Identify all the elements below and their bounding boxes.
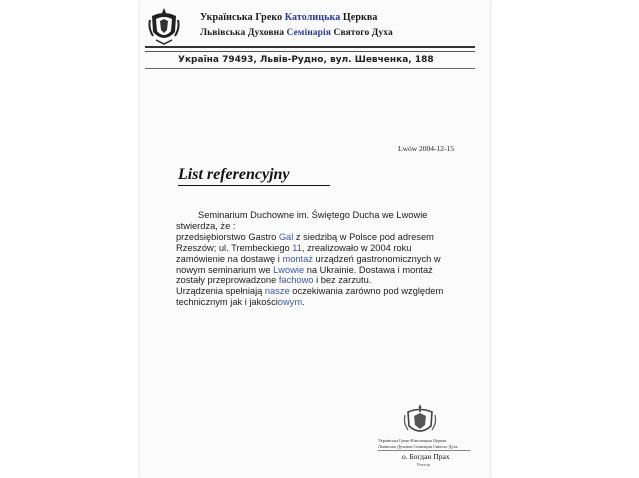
body-text-segment: przedsiębiorstwo Gastro xyxy=(176,231,279,242)
body-text-segment: na Ukrainie. Dostawa i montaż xyxy=(304,264,433,275)
body-text-segment: zostały przeprowadzone xyxy=(176,275,279,286)
letterhead-line-2 xyxy=(200,28,393,38)
letterhead-divider xyxy=(145,46,475,48)
stamp-line-1: Українська Греко-Католицька Церква xyxy=(378,438,447,443)
signature-line xyxy=(378,450,470,451)
body-line xyxy=(176,265,476,276)
body-text-segment: Urządzenia spełniają xyxy=(176,286,265,297)
body-text-segment: , zrealizowało w 2004 roku xyxy=(301,242,412,253)
body-line xyxy=(176,221,476,232)
body-line xyxy=(176,297,476,308)
signer-name: о. Богдан Прах xyxy=(402,452,450,461)
stamp-line-2: Львівська Духовна Семінарія Святого Духа xyxy=(378,444,458,449)
body-highlight-text: Lwowie xyxy=(273,264,305,275)
body-line xyxy=(176,210,476,221)
letter-date: Lwów 2004-12-15 xyxy=(398,144,455,153)
body-text-segment: i bez zarzutu. xyxy=(313,275,372,286)
seal-icon xyxy=(402,402,438,438)
body-text-segment: technicznym jak i jakości xyxy=(176,297,278,308)
body-line xyxy=(176,286,476,297)
body-highlight-text: owym xyxy=(277,297,303,308)
body-text-segment: nowym seminarium we xyxy=(176,264,274,275)
body-highlight-text: Gal xyxy=(278,231,294,242)
body-text-segment: urządzeń gastronomicznych w xyxy=(312,253,441,264)
church-crest-icon xyxy=(148,6,180,46)
signer-role: Ректор xyxy=(417,462,430,467)
title-underline xyxy=(178,185,330,186)
letterhead-text: Церква xyxy=(340,12,378,23)
letterhead-text: Українська Греко xyxy=(200,12,285,23)
body-text-segment: z siedzibą w Polsce pod adresem xyxy=(293,231,434,242)
letterhead-line-1 xyxy=(200,12,377,23)
body-text-segment: oczekiwania zarówno pod względem xyxy=(289,286,444,297)
letterhead-address: Україна 79493, Львів-Рудно, вул. Шевченка, 188 xyxy=(178,55,434,65)
letterhead-text: Святого Духа xyxy=(331,28,393,38)
letterhead-divider xyxy=(145,51,475,52)
body-line xyxy=(176,243,476,254)
body-text-segment: stwierdza, że : xyxy=(176,220,236,231)
body-text-segment: . xyxy=(302,297,305,308)
body-line xyxy=(176,275,476,286)
body-text-segment: zamówienie na dostawę i xyxy=(176,253,283,264)
letterhead-accent-text: Католицька xyxy=(284,12,341,23)
letterhead-text: Львівська Духовна xyxy=(200,28,287,38)
body-line xyxy=(176,254,476,265)
letterhead-accent-text: Семінарія xyxy=(286,28,332,38)
body-line xyxy=(176,232,476,243)
letter-body xyxy=(176,210,476,308)
body-highlight-text: fachowo xyxy=(278,275,314,286)
letter-title: List referencyjny xyxy=(178,166,290,183)
body-text-segment: Seminarium Duchowne im. Świętego Ducha we Lwowie xyxy=(198,210,428,220)
body-highlight-text: montaż xyxy=(282,253,313,264)
letterhead-divider xyxy=(145,68,475,69)
body-highlight-text: 11 xyxy=(292,242,302,253)
body-text-segment: Rzeszów; ul. Trembeckiego xyxy=(176,242,293,253)
body-highlight-text: nasze xyxy=(264,286,290,297)
